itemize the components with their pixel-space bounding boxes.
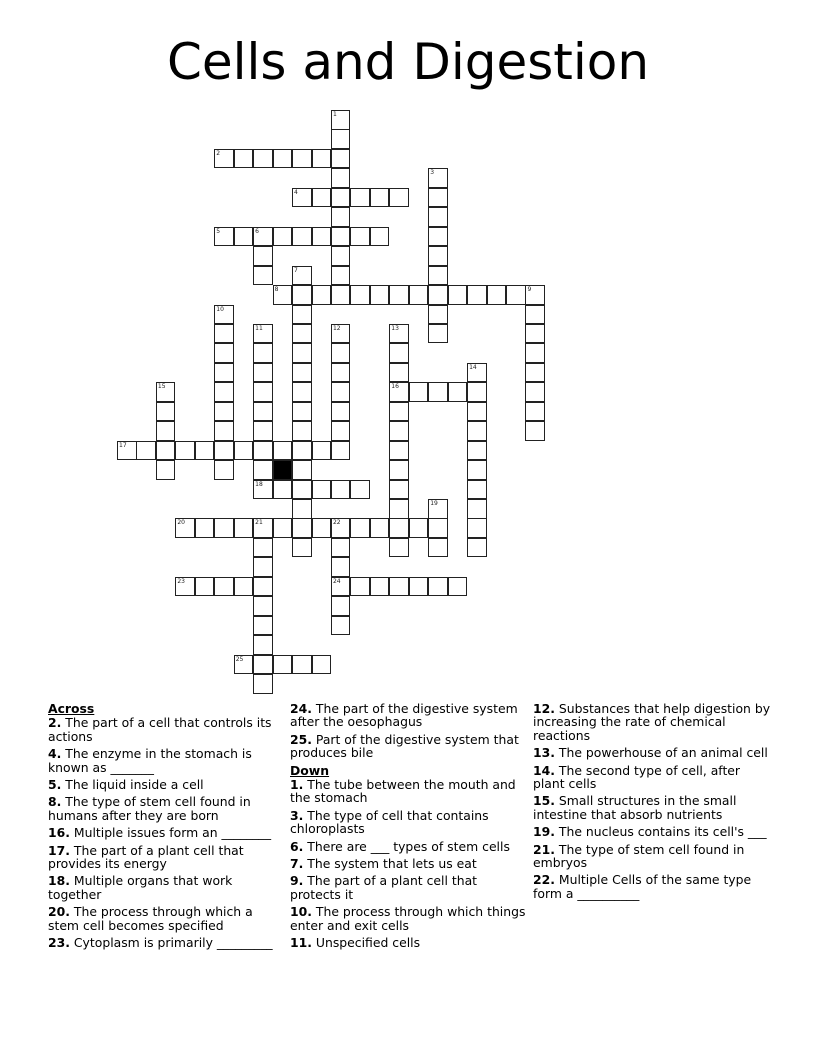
clue-number: 18.: [48, 873, 70, 889]
grid-cell[interactable]: [292, 441, 312, 461]
grid-cell[interactable]: [292, 402, 312, 422]
grid-cell[interactable]: [428, 518, 448, 538]
grid-cell[interactable]: [214, 305, 234, 325]
clue-across-item: [48, 795, 286, 822]
grid-cell[interactable]: [273, 441, 293, 461]
clue-text: The type of stem cell found in embryos: [533, 841, 745, 871]
grid-cell[interactable]: [389, 382, 409, 402]
cell-number: 3: [430, 169, 435, 177]
grid-cell[interactable]: [525, 363, 545, 383]
clue-down-item: [533, 746, 771, 759]
grid-cell[interactable]: [214, 363, 234, 383]
grid-cell[interactable]: [467, 421, 487, 441]
grid-cell[interactable]: [331, 616, 351, 636]
cell-number: 9: [527, 286, 532, 294]
grid-cell[interactable]: [312, 480, 332, 500]
grid-cell[interactable]: [253, 382, 273, 402]
grid-cell[interactable]: [428, 168, 448, 188]
grid-cell[interactable]: [214, 518, 234, 538]
grid-cell[interactable]: [214, 402, 234, 422]
clue-text: The type of cell that contains chloroplasts: [290, 807, 489, 837]
grid-cell[interactable]: [214, 382, 234, 402]
page-title: Cells and Digestion: [166, 33, 650, 91]
grid-cell[interactable]: [253, 538, 273, 558]
grid-cell[interactable]: [156, 421, 176, 441]
clue-number: 9.: [290, 873, 304, 889]
clue-down-item: [290, 809, 528, 836]
cell-number: 25: [235, 655, 244, 663]
grid-cell[interactable]: [525, 285, 545, 305]
across-heading: Across: [48, 701, 95, 716]
grid-cell[interactable]: [331, 285, 351, 305]
cell-number: 1: [332, 111, 337, 118]
clues-column-1: [48, 702, 286, 954]
grid-cell[interactable]: [156, 441, 176, 461]
grid-cell[interactable]: [525, 402, 545, 422]
grid-cell[interactable]: [136, 441, 156, 461]
grid-cell[interactable]: [331, 207, 351, 227]
grid-cell[interactable]: [253, 149, 273, 169]
grid-cell[interactable]: [389, 441, 409, 461]
grid-cell[interactable]: [389, 363, 409, 383]
grid-cell[interactable]: [331, 246, 351, 266]
grid-cell[interactable]: [156, 460, 176, 480]
grid-cell[interactable]: [253, 343, 273, 363]
grid-cell[interactable]: [292, 460, 312, 480]
grid-cell[interactable]: [214, 149, 234, 169]
cell-number: 16: [391, 383, 399, 391]
clue-across-item: [290, 702, 528, 729]
grid-cell[interactable]: [389, 499, 409, 519]
grid-cell[interactable]: [312, 227, 332, 247]
grid-cell[interactable]: [234, 518, 254, 538]
grid-cell[interactable]: [467, 499, 487, 519]
cell-number: 13: [391, 324, 399, 332]
grid-cell[interactable]: [389, 402, 409, 422]
clue-down-item: [533, 825, 771, 838]
grid-cell[interactable]: [467, 402, 487, 422]
crossword-grid: [117, 110, 567, 710]
grid-cell[interactable]: [428, 577, 448, 597]
grid-cell[interactable]: [389, 480, 409, 500]
grid-cell[interactable]: [292, 188, 312, 208]
grid-cell[interactable]: [370, 227, 390, 247]
grid-cell[interactable]: [253, 557, 273, 577]
cell-number: 10: [216, 305, 224, 313]
clue-number: 1.: [290, 777, 304, 793]
grid-cell[interactable]: [312, 188, 332, 208]
cell-number: 6: [255, 227, 259, 235]
clue-down-item: [533, 873, 771, 900]
cell-number: 18: [255, 480, 263, 488]
clue-text: The process through which a stem cell becomes specified: [48, 904, 253, 933]
grid-cell[interactable]: [195, 441, 215, 461]
grid-cell[interactable]: [428, 227, 448, 247]
cell-number: 21: [255, 519, 263, 527]
clue-text: Cytoplasm is primarily _________: [73, 935, 273, 951]
clue-text: Multiple organs that work together: [48, 873, 233, 902]
grid-cell[interactable]: [350, 227, 370, 247]
grid-cell[interactable]: [312, 518, 332, 538]
grid-cell[interactable]: [273, 285, 293, 305]
grid-cell[interactable]: [253, 674, 273, 694]
grid-cell[interactable]: [214, 343, 234, 363]
grid-cell[interactable]: [253, 421, 273, 441]
grid-cell[interactable]: [292, 480, 312, 500]
grid-cell[interactable]: [312, 285, 332, 305]
grid-cell[interactable]: [428, 266, 448, 286]
grid-cell[interactable]: [292, 655, 312, 675]
grid-cell[interactable]: [253, 441, 273, 461]
clue-number: 24.: [290, 701, 312, 716]
grid-cell[interactable]: [214, 421, 234, 441]
grid-cell[interactable]: [331, 596, 351, 616]
cell-number: 20: [177, 519, 185, 527]
grid-cell[interactable]: [292, 363, 312, 383]
grid-cell[interactable]: [234, 149, 254, 169]
clue-number: 14.: [533, 762, 555, 778]
cell-number: 15: [157, 383, 166, 391]
grid-cell[interactable]: [331, 324, 351, 344]
grid-cell[interactable]: [428, 499, 448, 519]
clue-text: The part of the digestive system after the oesophagus: [290, 701, 518, 730]
grid-cell[interactable]: [331, 577, 351, 597]
grid-cell[interactable]: [350, 480, 370, 500]
grid-cell[interactable]: [117, 441, 137, 461]
grid-cell[interactable]: [487, 285, 507, 305]
clue-down-item: [290, 905, 528, 932]
grid-cell[interactable]: [253, 596, 273, 616]
grid-cell[interactable]: [525, 305, 545, 325]
grid-cell[interactable]: [370, 577, 390, 597]
grid-cell[interactable]: [214, 441, 234, 461]
grid-cell[interactable]: [292, 324, 312, 344]
grid-cell[interactable]: [253, 227, 273, 247]
cell-number: 11: [255, 324, 263, 332]
clue-text: The part of a plant cell that provides its energy: [48, 842, 244, 872]
grid-cell[interactable]: [214, 324, 234, 344]
grid-cell[interactable]: [331, 480, 351, 500]
grid-cell[interactable]: [428, 538, 448, 558]
grid-cell[interactable]: [312, 441, 332, 461]
grid-cell[interactable]: [292, 285, 312, 305]
grid-cell[interactable]: [428, 207, 448, 227]
cell-number: 14: [469, 363, 477, 371]
grid-cell[interactable]: [253, 324, 273, 344]
grid-cell[interactable]: [253, 266, 273, 286]
clue-text: The enzyme in the stomach is known as _______: [48, 746, 252, 775]
grid-cell[interactable]: [195, 518, 215, 538]
grid-cell[interactable]: [273, 518, 293, 538]
clue-text: The system that lets us eat: [307, 856, 477, 872]
grid-cell[interactable]: [467, 538, 487, 558]
grid-cell[interactable]: [292, 518, 312, 538]
grid-cell[interactable]: [253, 616, 273, 636]
grid-cell[interactable]: [253, 402, 273, 422]
clue-down-item: [290, 857, 528, 870]
grid-cell[interactable]: [253, 577, 273, 597]
clue-number: 13.: [533, 745, 555, 761]
grid-cell[interactable]: [331, 402, 351, 422]
clue-down-item: [290, 778, 528, 805]
grid-cell[interactable]: [156, 402, 176, 422]
cell-number: 19: [430, 500, 438, 507]
clue-number: 16.: [48, 825, 70, 841]
grid-cell[interactable]: [292, 382, 312, 402]
clue-number: 15.: [533, 793, 555, 809]
cell-number: 24: [332, 577, 341, 585]
clue-number: 7.: [290, 856, 304, 872]
grid-cell[interactable]: [409, 382, 429, 402]
clue-number: 23.: [48, 935, 70, 951]
grid-cell[interactable]: [467, 518, 487, 538]
grid-cell[interactable]: [389, 285, 409, 305]
grid-cell[interactable]: [292, 227, 312, 247]
clue-across-item: [48, 936, 286, 949]
grid-cell[interactable]: [409, 285, 429, 305]
clues-column-3: [533, 702, 771, 904]
grid-cell[interactable]: [389, 460, 409, 480]
grid-cell[interactable]: [312, 655, 332, 675]
clue-across-item: [48, 747, 286, 774]
grid-cell[interactable]: [428, 188, 448, 208]
clue-number: 11.: [290, 935, 312, 951]
grid-cell[interactable]: [350, 188, 370, 208]
grid-cell[interactable]: [292, 421, 312, 441]
grid-cell[interactable]: [331, 538, 351, 558]
clue-number: 6.: [290, 838, 304, 854]
grid-cell[interactable]: [234, 441, 254, 461]
clue-number: 21.: [533, 841, 555, 857]
grid-cell[interactable]: [428, 382, 448, 402]
cell-number: 2: [216, 149, 221, 157]
grid-cell[interactable]: [195, 577, 215, 597]
clue-text: There are ___ types of stem cells: [307, 838, 510, 854]
cell-number: 17: [119, 441, 127, 449]
grid-cell[interactable]: [273, 227, 293, 247]
grid-cell[interactable]: [156, 382, 176, 402]
clue-down-item: [290, 874, 528, 901]
clue-number: 5.: [48, 777, 62, 793]
cell-number: 23: [177, 577, 185, 585]
clue-text: Unspecified cells: [315, 935, 421, 951]
clue-number: 25.: [290, 731, 312, 747]
grid-cell[interactable]: [214, 227, 234, 247]
grid-cell[interactable]: [292, 149, 312, 169]
grid-cell[interactable]: [370, 285, 390, 305]
clue-text: Substances that help digestion by increasing the rate of chemical reactions: [533, 701, 771, 743]
clue-across-item: [48, 905, 286, 932]
grid-cell[interactable]: [428, 285, 448, 305]
grid-cell[interactable]: [525, 343, 545, 363]
clue-across-item: [48, 716, 286, 743]
grid-cell[interactable]: [389, 188, 409, 208]
grid-cell[interactable]: [370, 188, 390, 208]
cell-number: 22: [332, 519, 341, 527]
clue-down-item: [533, 764, 771, 791]
clue-down-item: [290, 840, 528, 853]
black-cell: [273, 460, 293, 480]
cell-number: 5: [216, 227, 221, 235]
grid-cell[interactable]: [253, 460, 273, 480]
grid-cell[interactable]: [331, 343, 351, 363]
grid-cell[interactable]: [525, 324, 545, 344]
grid-cell[interactable]: [350, 285, 370, 305]
grid-cell[interactable]: [331, 188, 351, 208]
grid-cell[interactable]: [389, 518, 409, 538]
grid-cell[interactable]: [331, 266, 351, 286]
clue-across-item: [48, 778, 286, 791]
down-heading: Down: [290, 762, 330, 778]
grid-cell[interactable]: [350, 518, 370, 538]
cell-number: 8: [274, 286, 279, 294]
grid-cell[interactable]: [175, 518, 195, 538]
clue-number: 2.: [48, 715, 62, 731]
grid-cell[interactable]: [175, 577, 195, 597]
grid-cell[interactable]: [331, 557, 351, 577]
clue-text: Multiple Cells of the same type form a __________: [533, 872, 752, 901]
grid-cell[interactable]: [409, 577, 429, 597]
grid-cell[interactable]: [292, 538, 312, 558]
grid-cell[interactable]: [234, 655, 254, 675]
clue-across-item: [48, 874, 286, 901]
grid-cell[interactable]: [428, 305, 448, 325]
cell-number: 4: [294, 188, 298, 196]
grid-cell[interactable]: [234, 227, 254, 247]
grid-cell[interactable]: [525, 421, 545, 441]
grid-cell[interactable]: [312, 149, 332, 169]
grid-cell[interactable]: [253, 635, 273, 655]
grid-cell[interactable]: [389, 324, 409, 344]
clue-text: The second type of cell, after plant cells: [533, 762, 741, 792]
grid-cell[interactable]: [175, 441, 195, 461]
grid-cell[interactable]: [253, 363, 273, 383]
clue-down-item: [533, 843, 771, 870]
cell-number: 7: [294, 266, 298, 274]
grid-cell[interactable]: [331, 168, 351, 188]
grid-cell[interactable]: [253, 246, 273, 266]
grid-cell[interactable]: [467, 460, 487, 480]
clue-number: 4.: [48, 746, 62, 762]
grid-cell[interactable]: [467, 441, 487, 461]
grid-cell[interactable]: [448, 577, 468, 597]
grid-cell[interactable]: [331, 421, 351, 441]
grid-cell[interactable]: [525, 382, 545, 402]
grid-cell[interactable]: [331, 227, 351, 247]
grid-cell[interactable]: [292, 305, 312, 325]
clue-text: Part of the digestive system that produces bile: [290, 731, 519, 761]
grid-cell[interactable]: [214, 460, 234, 480]
clue-number: 20.: [48, 904, 70, 920]
clue-across-item: [48, 844, 286, 871]
clue-number: 17.: [48, 842, 70, 858]
clue-text: Small structures in the small intestine that absorb nutrients: [533, 793, 737, 822]
clue-text: Multiple issues form an ________: [73, 825, 272, 841]
grid-cell[interactable]: [467, 285, 487, 305]
grid-cell[interactable]: [428, 324, 448, 344]
clue-across-item: [48, 826, 286, 839]
grid-cell[interactable]: [331, 363, 351, 383]
grid-cell[interactable]: [389, 421, 409, 441]
clue-number: 10.: [290, 904, 312, 920]
grid-cell[interactable]: [467, 382, 487, 402]
grid-cell[interactable]: [253, 518, 273, 538]
clue-text: The nucleus contains its cell's ___: [558, 824, 767, 840]
grid-cell[interactable]: [350, 577, 370, 597]
grid-cell[interactable]: [389, 343, 409, 363]
grid-cell[interactable]: [292, 499, 312, 519]
clue-text: The tube between the mouth and the stomach: [290, 777, 516, 806]
grid-cell[interactable]: [448, 382, 468, 402]
grid-cell[interactable]: [428, 246, 448, 266]
clue-text: The part of a cell that controls its actions: [48, 715, 272, 744]
grid-cell[interactable]: [273, 149, 293, 169]
clue-number: 22.: [533, 872, 555, 888]
grid-cell[interactable]: [234, 577, 254, 597]
grid-cell[interactable]: [273, 655, 293, 675]
clue-number: 19.: [533, 824, 555, 840]
grid-cell[interactable]: [409, 518, 429, 538]
grid-cell[interactable]: [292, 343, 312, 363]
clue-down-item: [290, 936, 528, 949]
clue-down-item: [533, 794, 771, 821]
cell-number: 12: [332, 324, 341, 332]
grid-cell[interactable]: [389, 577, 409, 597]
clue-text: The powerhouse of an animal cell: [558, 745, 768, 761]
grid-cell[interactable]: [331, 149, 351, 169]
clue-text: The part of a plant cell that protects it: [290, 873, 478, 902]
grid-cell[interactable]: [331, 382, 351, 402]
grid-cell[interactable]: [389, 538, 409, 558]
clue-across-item: [290, 733, 528, 760]
grid-cell[interactable]: [506, 285, 526, 305]
grid-cell[interactable]: [253, 655, 273, 675]
grid-cell[interactable]: [331, 129, 351, 149]
clue-number: 12.: [533, 701, 555, 716]
grid-cell[interactable]: [467, 363, 487, 383]
clue-text: The type of stem cell found in humans after they are born: [48, 794, 251, 823]
grid-cell[interactable]: [467, 480, 487, 500]
clue-down-item: [533, 702, 771, 742]
grid-cell[interactable]: [331, 110, 351, 130]
grid-cell[interactable]: [448, 285, 468, 305]
grid-cell[interactable]: [253, 480, 273, 500]
clues-column-2: [290, 702, 528, 954]
grid-cell[interactable]: [331, 518, 351, 538]
clue-number: 3.: [290, 807, 304, 823]
grid-cell[interactable]: [370, 518, 390, 538]
grid-cell[interactable]: [273, 480, 293, 500]
clue-number: 8.: [48, 794, 62, 810]
grid-cell[interactable]: [331, 441, 351, 461]
clue-text: The liquid inside a cell: [65, 777, 204, 793]
grid-cell[interactable]: [214, 577, 234, 597]
clue-text: The process through which things enter and exit cells: [290, 904, 526, 933]
grid-cell[interactable]: [292, 266, 312, 286]
